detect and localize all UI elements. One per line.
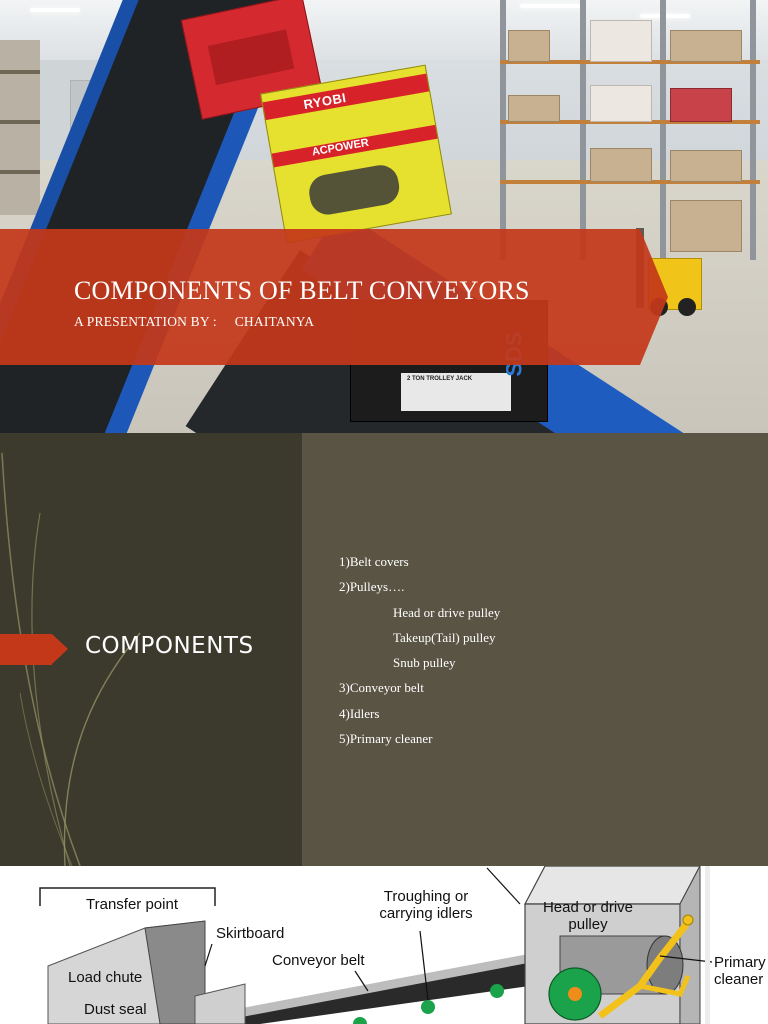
- presentation-title: COMPONENTS OF BELT CONVEYORS: [74, 276, 530, 305]
- label-troughing-idlers: [376, 888, 476, 922]
- label-primary-cleaner: [714, 954, 766, 988]
- title-slide: [0, 0, 768, 433]
- label-head-line1: Head or drive: [542, 899, 634, 916]
- label-dust-seal: Dust seal: [84, 1001, 147, 1018]
- components-subitem: Snub pulley: [393, 655, 456, 671]
- presentation-subtitle: A PRESENTATION BY : CHAITANYA: [74, 314, 315, 329]
- components-list: [339, 553, 500, 755]
- label-troughing-line1: Troughing or: [383, 888, 469, 905]
- label-load-chute: Load chute: [68, 969, 143, 986]
- package-label: 2 TON TROLLEY JACK: [407, 376, 473, 382]
- diagram-slide: [0, 866, 768, 1024]
- label-cleaner-line1: Primary: [714, 954, 766, 971]
- components-item: 3)Conveyor belt: [339, 680, 424, 696]
- package-brand-secondary: ACPOWER: [311, 136, 370, 159]
- label-transfer-point: Transfer point: [86, 896, 178, 913]
- components-item: 4)Idlers: [339, 705, 380, 721]
- components-item: 2)Pulleys….: [339, 579, 405, 595]
- yellow-package: [260, 65, 452, 244]
- label-head-pulley: [538, 899, 638, 933]
- label-cleaner-line2: cleaner: [714, 971, 764, 988]
- title-banner-arrow: [640, 229, 668, 365]
- heading-tag: [0, 634, 52, 665]
- components-subitem: Takeup(Tail) pulley: [393, 629, 496, 645]
- heading-tag-arrow: [52, 634, 68, 664]
- components-slide: [0, 433, 768, 866]
- components-heading: COMPONENTS: [85, 633, 254, 659]
- label-head-line2: pulley: [568, 916, 608, 933]
- pallet-racks: [480, 0, 768, 260]
- ceiling-light: [30, 8, 80, 12]
- components-item: 5)Primary cleaner: [339, 731, 433, 747]
- label-conveyor-belt: Conveyor belt: [272, 952, 365, 969]
- components-subitem: Head or drive pulley: [393, 604, 501, 620]
- label-troughing-line2: carrying idlers: [379, 905, 473, 922]
- label-skirtboard: Skirtboard: [216, 925, 285, 942]
- components-item: 1)Belt covers: [339, 554, 409, 569]
- package-brand: RYOBI: [302, 89, 348, 113]
- left-shelving: [0, 40, 40, 215]
